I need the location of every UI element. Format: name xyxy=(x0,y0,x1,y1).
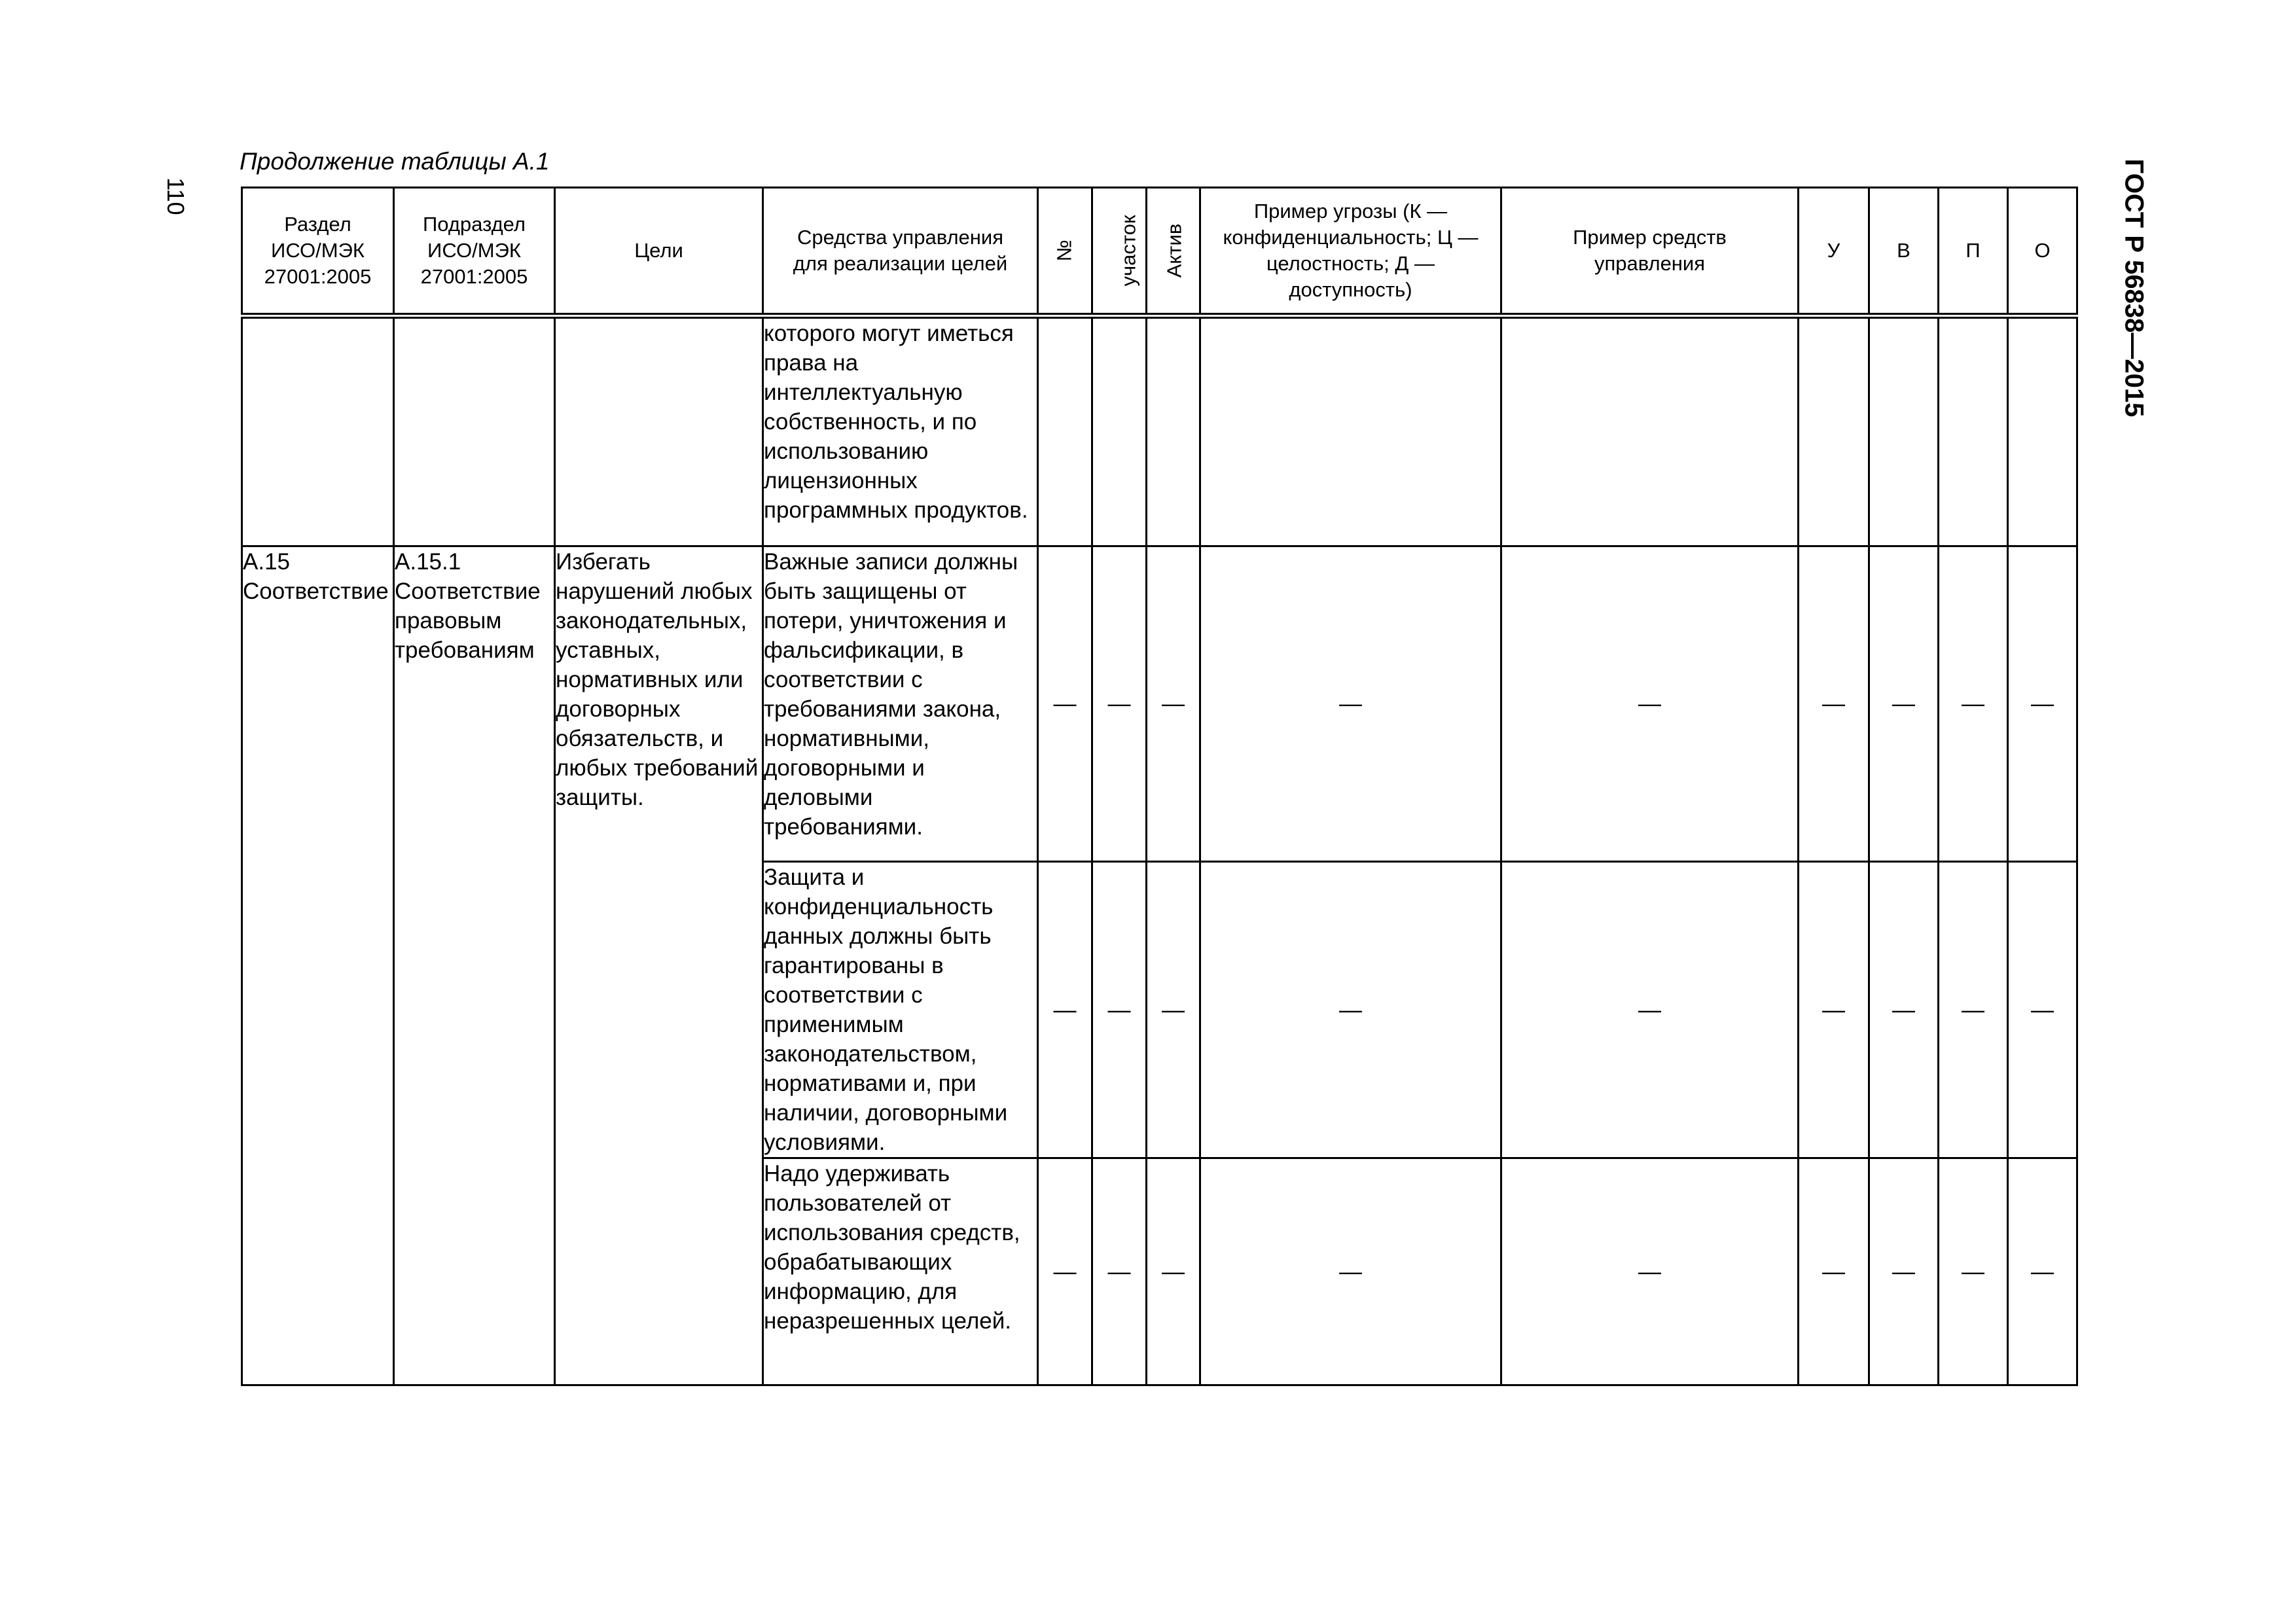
cell-v: — xyxy=(1869,862,1939,1158)
cell-goals: Избегать нарушений любых законодательных, уставных, нормативных или договорных обязательств, и любых требований защиты. xyxy=(555,546,763,1385)
cell-empty xyxy=(1869,316,1939,546)
cell-threat-example: — xyxy=(1200,1158,1501,1385)
header-number xyxy=(1038,188,1092,316)
header-area-label: участок xyxy=(1117,215,1140,287)
header-section: Раздел ИСО/МЭК 27001:2005 xyxy=(242,188,394,316)
cell-empty xyxy=(242,316,394,546)
header-area xyxy=(1092,188,1147,316)
cell-empty xyxy=(1092,316,1147,546)
header-o: О xyxy=(2008,188,2077,316)
header-control-example: Пример средств управления xyxy=(1501,188,1799,316)
cell-controls: Защита и конфиденциальность данных должны быть гарантированы в соответствии с применимым законодательством, нормативами и, при наличии, договорными условиями. xyxy=(763,862,1038,1158)
cell-v: — xyxy=(1869,546,1939,862)
cell-controls: Важные записи должны быть защищены от потери, уничтожения и фальсификации, в соответствии с требованиями закона, нормативными, договорными и деловыми требованиями. xyxy=(763,546,1038,862)
cell-empty xyxy=(2008,316,2077,546)
cell-o: — xyxy=(2008,862,2077,1158)
header-asset-label: Актив xyxy=(1162,223,1186,278)
cell-u: — xyxy=(1799,1158,1869,1385)
cell-area: — xyxy=(1092,1158,1147,1385)
security-controls-table xyxy=(241,187,2078,1386)
header-u: У xyxy=(1799,188,1869,316)
cell-number: — xyxy=(1038,546,1092,862)
cell-area: — xyxy=(1092,546,1147,862)
cell-threat-example: — xyxy=(1200,862,1501,1158)
header-v: В xyxy=(1869,188,1939,316)
cell-u: — xyxy=(1799,546,1869,862)
cell-o: — xyxy=(2008,1158,2077,1385)
cell-controls: которого могут иметься права на интеллектуальную собственность, и по использованию лицензионных программных продуктов. xyxy=(763,316,1038,546)
cell-asset: — xyxy=(1147,546,1200,862)
cell-p: — xyxy=(1939,546,2008,862)
table-row xyxy=(242,546,2077,862)
header-number-label: № xyxy=(1052,240,1076,262)
cell-u: — xyxy=(1799,862,1869,1158)
cell-control-example: — xyxy=(1501,862,1799,1158)
cell-empty xyxy=(1147,316,1200,546)
cell-empty xyxy=(1939,316,2008,546)
cell-empty xyxy=(555,316,763,546)
page-number: 110 xyxy=(162,177,189,215)
cell-subsection: А.15.1 Соответствие правовым требованиям xyxy=(394,546,555,1385)
cell-area: — xyxy=(1092,862,1147,1158)
header-row xyxy=(242,188,2077,316)
cell-empty xyxy=(1200,316,1501,546)
header-controls: Средства управления для реализации целей xyxy=(763,188,1038,316)
header-subsection: Подраздел ИСО/МЭК 27001:2005 xyxy=(394,188,555,316)
header-threat-example: Пример угрозы (К — конфиденциальность; Ц — целостность; Д — доступность) xyxy=(1200,188,1501,316)
cell-asset: — xyxy=(1147,1158,1200,1385)
header-p: П xyxy=(1939,188,2008,316)
cell-asset: — xyxy=(1147,862,1200,1158)
cell-empty xyxy=(1501,316,1799,546)
cell-control-example: — xyxy=(1501,1158,1799,1385)
cell-empty xyxy=(1799,316,1869,546)
cell-control-example: — xyxy=(1501,546,1799,862)
cell-p: — xyxy=(1939,1158,2008,1385)
cell-threat-example: — xyxy=(1200,546,1501,862)
cell-number: — xyxy=(1038,862,1092,1158)
cell-controls: Надо удерживать пользователей от использования средств, обрабатывающих информацию, для неразрешенных целей. xyxy=(763,1158,1038,1385)
table-row-continuation xyxy=(242,316,2077,546)
cell-number: — xyxy=(1038,1158,1092,1385)
cell-empty xyxy=(1038,316,1092,546)
cell-o: — xyxy=(2008,546,2077,862)
header-goals: Цели xyxy=(555,188,763,316)
header-asset xyxy=(1147,188,1200,316)
cell-empty xyxy=(394,316,555,546)
document-code: ГОСТ Р 56838—2015 xyxy=(2119,158,2149,418)
table-caption: Продолжение таблицы А.1 xyxy=(240,148,550,175)
cell-v: — xyxy=(1869,1158,1939,1385)
cell-p: — xyxy=(1939,862,2008,1158)
cell-section: А.15 Соответствие xyxy=(242,546,394,1385)
